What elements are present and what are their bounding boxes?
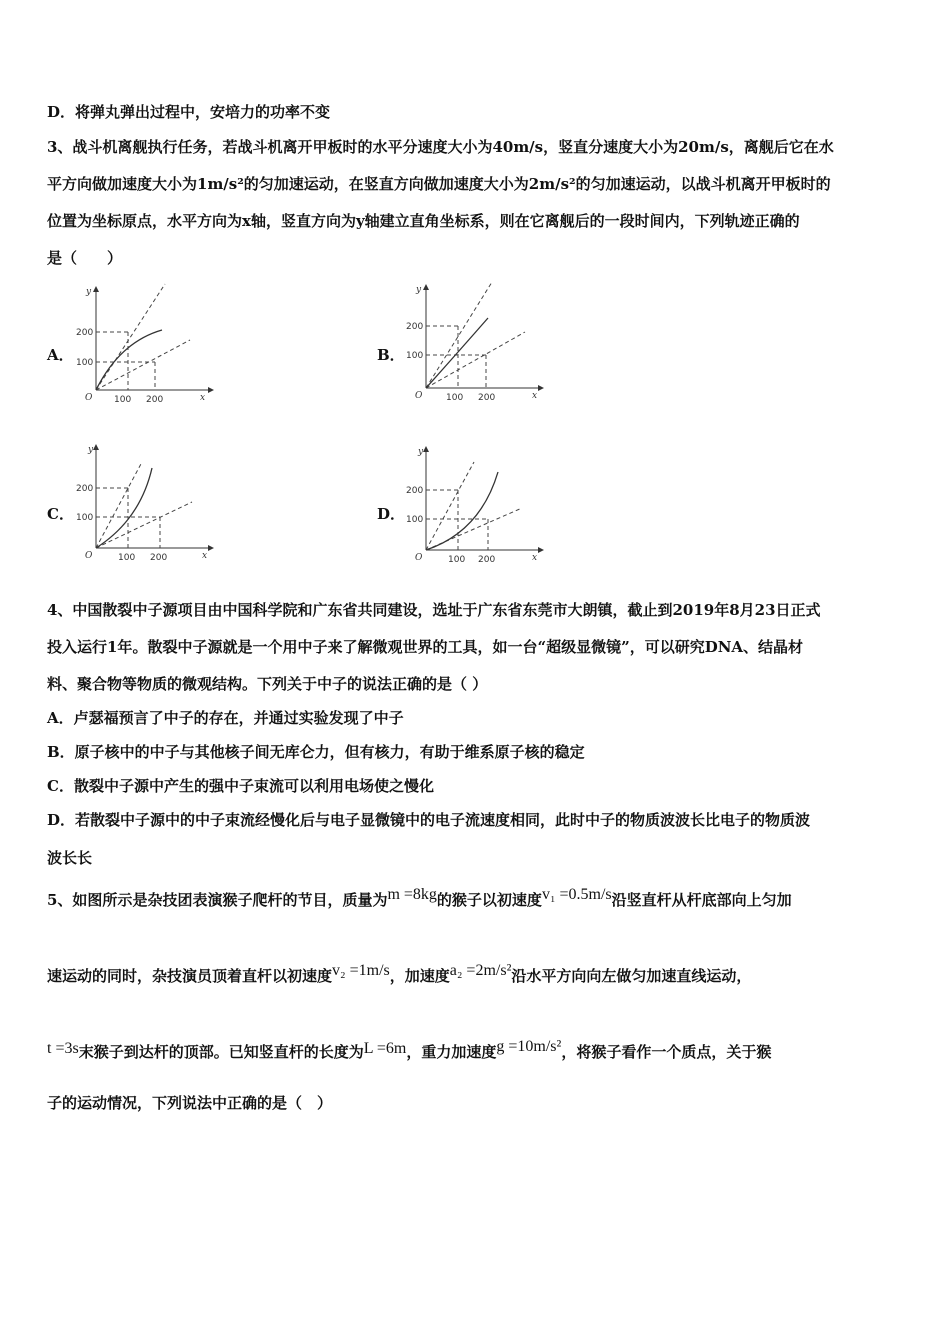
- svg-text:O: O: [85, 551, 93, 561]
- svg-text:y: y: [418, 447, 424, 457]
- q3-option-c-label: C．: [47, 505, 74, 523]
- q5-a2-formula: a₂ =2m/s²: [449, 962, 512, 979]
- svg-text:100: 100: [446, 393, 464, 403]
- q5-t-formula: t =3s: [47, 1040, 79, 1057]
- svg-text:100: 100: [118, 553, 136, 563]
- svg-text:O: O: [415, 391, 423, 401]
- svg-text:200: 200: [478, 555, 496, 565]
- q4-option-c: C．散裂中子源中产生的强中子束流可以利用电场使之慢化: [47, 777, 434, 795]
- q3-graph-b: [400, 280, 550, 405]
- svg-text:x: x: [532, 553, 538, 563]
- svg-text:O: O: [415, 553, 423, 563]
- trajectory-curve: [426, 472, 498, 550]
- q5-line-3: [47, 1038, 910, 1063]
- svg-text:100: 100: [406, 351, 424, 361]
- svg-text:200: 200: [406, 322, 424, 332]
- q5-text-2: 的猴子以初速度: [436, 891, 542, 909]
- q2-option-d: D．将弹丸弹出过程中，安培力的功率不变: [47, 103, 331, 121]
- q5-text-6: 沿水平方向向左做匀加速直线运动，: [511, 967, 752, 985]
- svg-text:y: y: [88, 445, 94, 455]
- svg-text:100: 100: [76, 513, 94, 523]
- svg-text:200: 200: [150, 553, 168, 563]
- q3-option-b-label: B．: [377, 346, 405, 364]
- q3-graph-a: [70, 282, 220, 407]
- q5-text-3: 沿竖直杆从杆底部向上匀加: [611, 891, 792, 909]
- q3-line-3: 位置为坐标原点，水平方向为x轴，竖直方向为y轴建立直角坐标系，则在它离舰后的一段时间内，下列轨迹正确的: [47, 212, 800, 230]
- q3-line-1: 3、战斗机离舰执行任务，若战斗机离开甲板时的水平分速度大小为40m/s，竖直分速度大小为20m/s，离舰后它在水: [47, 138, 834, 156]
- q4-line-3: 料、聚合物等物质的微观结构。下列关于中子的说法正确的是（ ）: [47, 675, 488, 693]
- x-axis-label: x: [200, 393, 206, 403]
- x-tick-100: 100: [114, 395, 132, 405]
- q5-mass-formula: m =8kg: [387, 886, 437, 903]
- q3-graph-c: [70, 440, 220, 565]
- q5-text-9: ，将猴子看作一个质点，关于猴: [561, 1043, 772, 1061]
- q5-line-2: [47, 962, 910, 987]
- y-tick-100: 100: [76, 358, 94, 368]
- q3-graph-d: [400, 442, 550, 567]
- steep-line: [96, 284, 165, 390]
- q5-text-1: 5、如图所示是杂技团表演猴子爬杆的节目，质量为: [47, 891, 388, 909]
- q5-line-1: [47, 886, 910, 911]
- svg-text:200: 200: [478, 393, 496, 403]
- q5-text-5: ，加速度: [389, 967, 450, 985]
- q3-line-4: 是（ ）: [47, 249, 123, 267]
- shallow-line: [96, 340, 190, 390]
- svg-text:200: 200: [406, 486, 424, 496]
- x-tick-200: 200: [146, 395, 164, 405]
- q4-line-2: 投入运行1年。散裂中子源就是一个用中子来了解微观世界的工具，如一台“超级显微镜”，可以研究DNA、结晶材: [47, 638, 804, 656]
- q3-line-2: 平方向做加速度大小为1m/s²的匀加速运动，在竖直方向做加速度大小为2m/s²的匀加速运动，以战斗机离开甲板时的: [47, 175, 831, 193]
- q5-text-7: 末猴子到达杆的顶部。已知竖直杆的长度为: [78, 1043, 364, 1061]
- q5-v2-formula: v₂ =1m/s: [332, 962, 390, 979]
- q5-line-4: 子的运动情况，下列说法中正确的是（ ）: [47, 1094, 333, 1112]
- svg-text:x: x: [532, 391, 538, 401]
- q5-g-formula: g =10m/s²: [496, 1038, 562, 1055]
- q4-option-d-line-1: D．若散裂中子源中的中子束流经慢化后与电子显微镜中的电子流速度相同，此时中子的物质波波长比电子的物质波: [47, 811, 811, 829]
- q4-option-b: B．原子核中的中子与其他核子间无库仑力，但有核力，有助于维系原子核的稳定: [47, 743, 585, 761]
- q4-option-d-line-2: 波长长: [47, 849, 93, 867]
- svg-text:x: x: [202, 551, 208, 561]
- y-axis-label: y: [86, 287, 92, 297]
- q5-text-4: 速运动的同时，杂技演员顶着直杆以初速度: [47, 967, 333, 985]
- svg-text:y: y: [416, 285, 422, 295]
- svg-text:200: 200: [76, 484, 94, 494]
- trajectory-curve: [426, 318, 488, 388]
- q5-length-formula: L =6m: [363, 1040, 407, 1057]
- q4-option-a: A．卢瑟福预言了中子的存在，并通过实验发现了中子: [47, 709, 404, 727]
- origin-label: O: [85, 393, 93, 403]
- q3-option-a-label: A．: [47, 346, 74, 364]
- svg-text:100: 100: [406, 515, 424, 525]
- svg-text:100: 100: [448, 555, 466, 565]
- y-tick-200: 200: [76, 328, 94, 338]
- q4-line-1: 4、中国散裂中子源项目由中国科学院和广东省共同建设，选址于广东省东莞市大朗镇，截止到2019年8月23日正式: [47, 601, 821, 619]
- q5-text-8: ，重力加速度: [406, 1043, 497, 1061]
- q5-v1-formula: v₁ =0.5m/s: [541, 886, 612, 903]
- q3-option-d-label: D．: [377, 505, 406, 523]
- trajectory-curve: [96, 468, 152, 548]
